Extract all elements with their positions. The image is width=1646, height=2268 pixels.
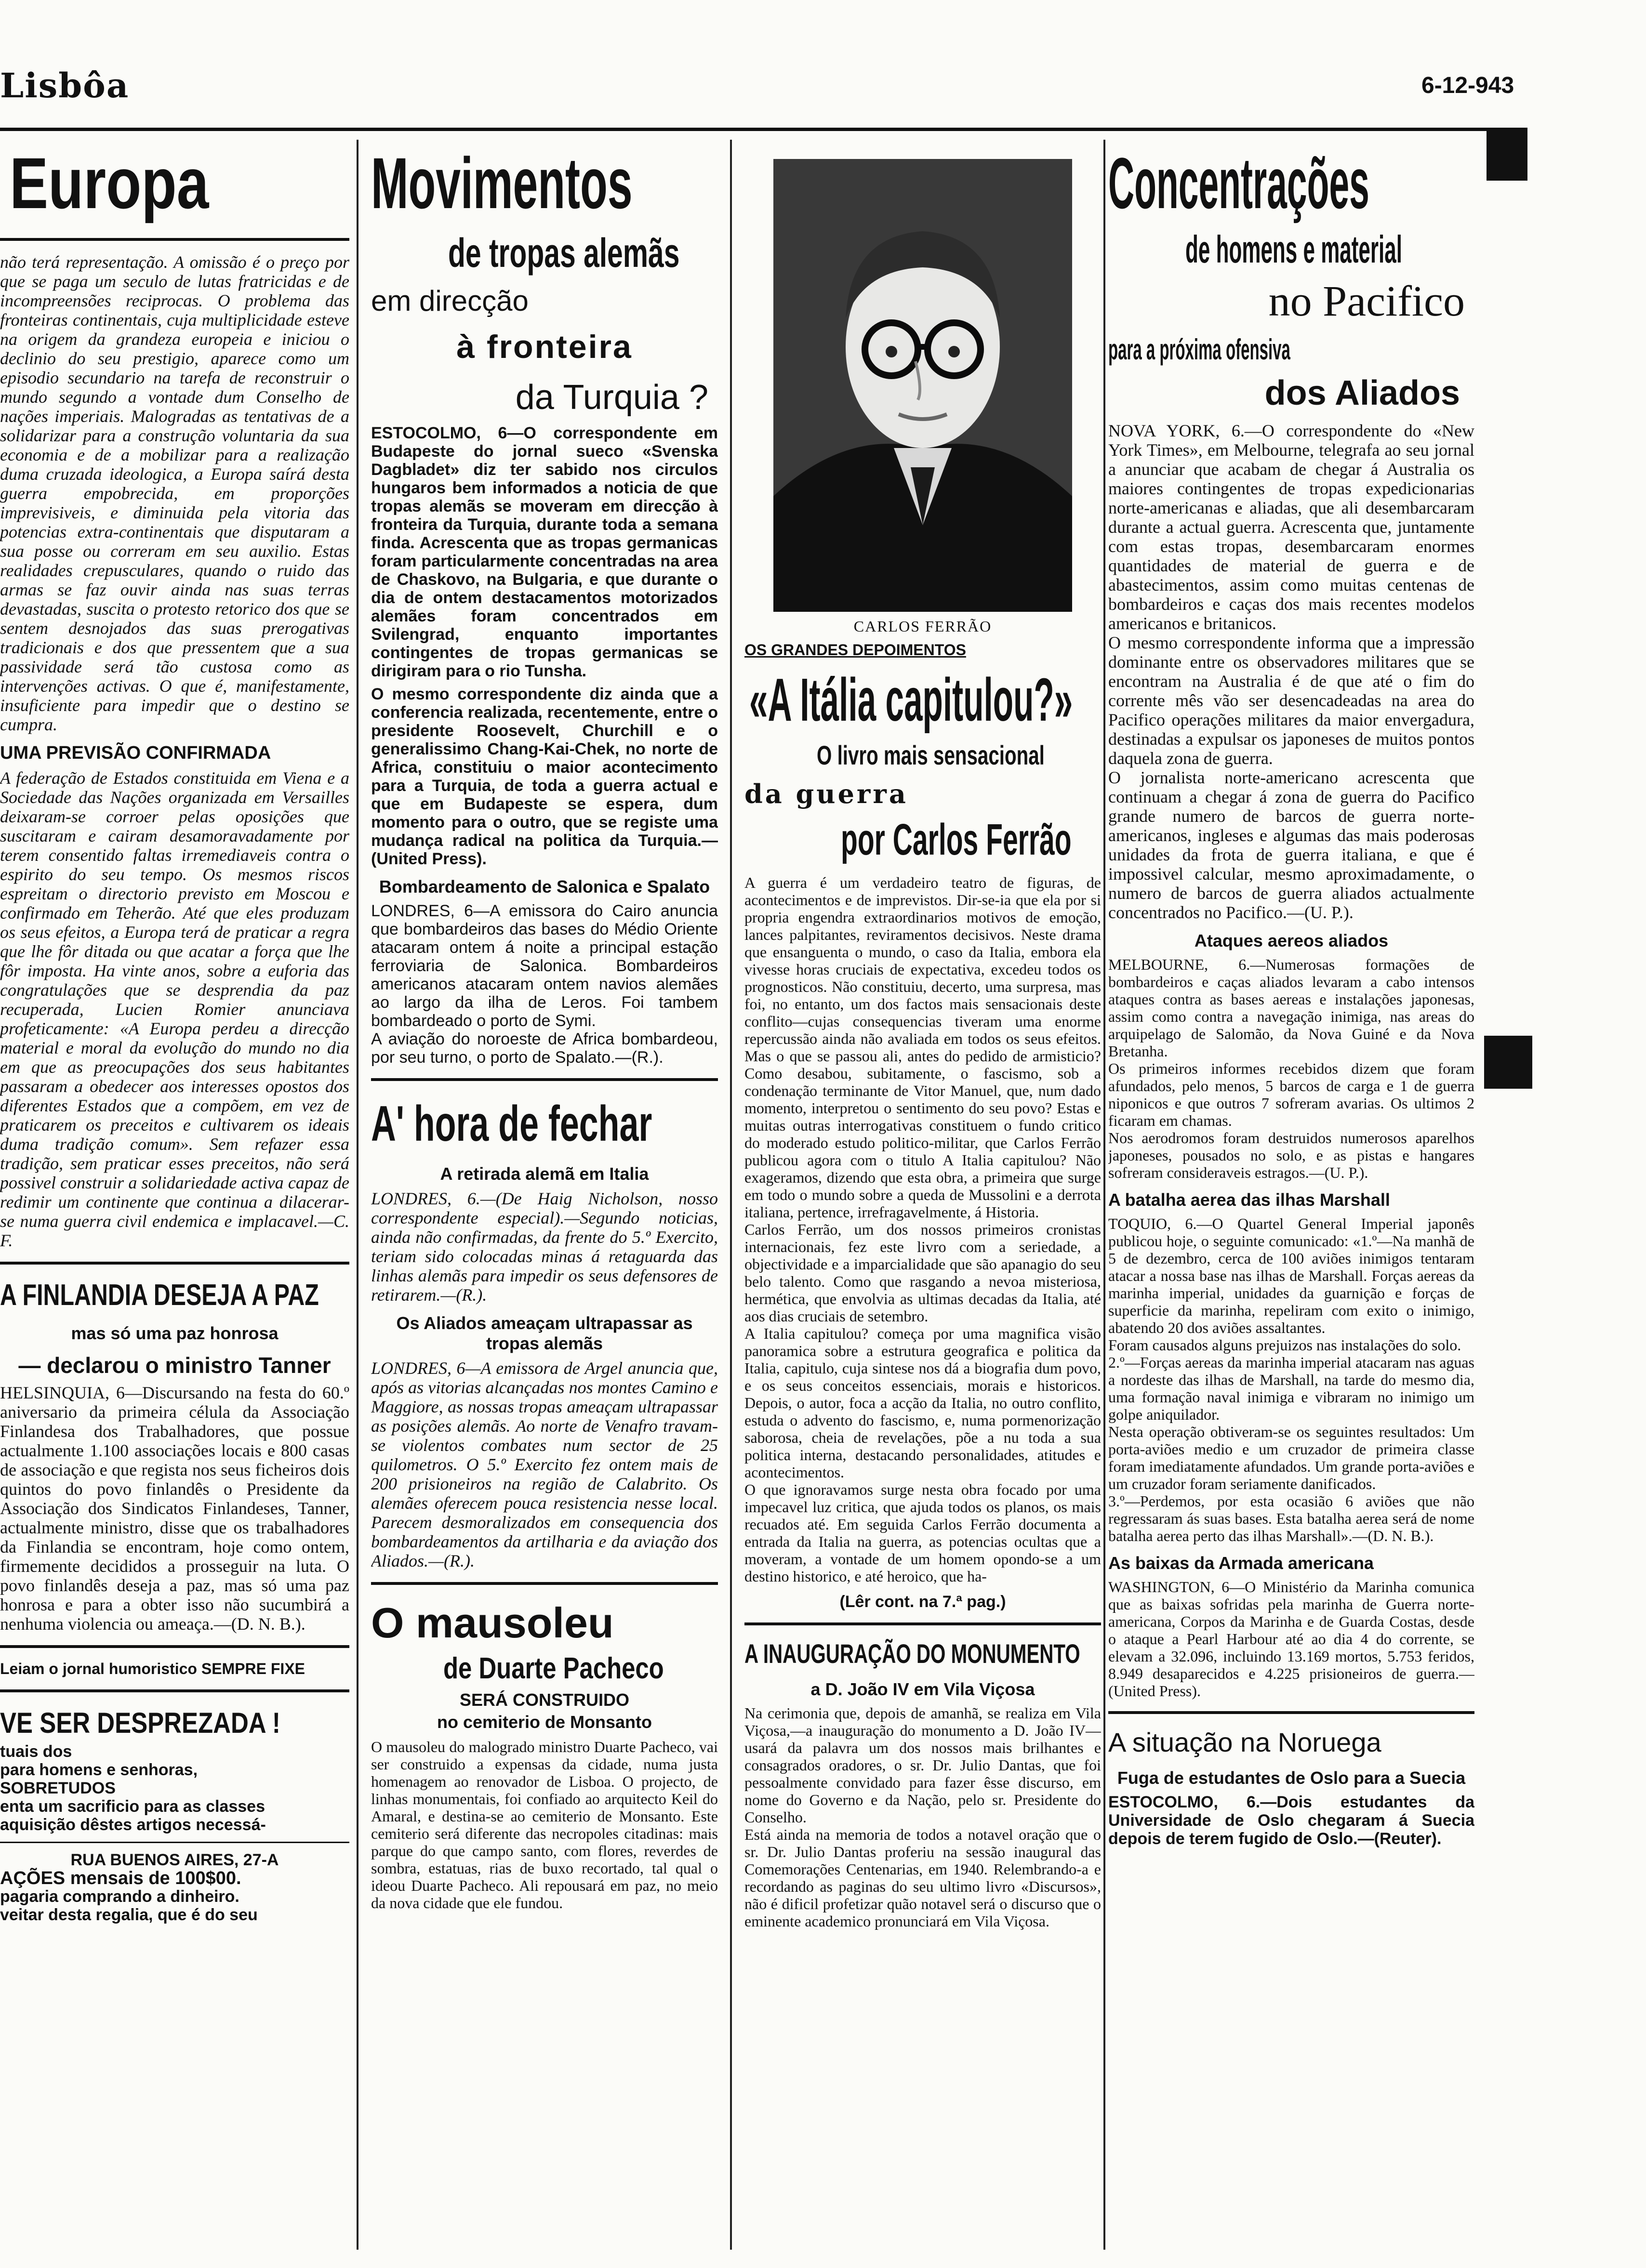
article-text: ESTOCOLMO, 6—O correspondente em Budapeste do jornal sueco «Svenska Dagbladet» diz ter sabido nos circulos hungaros bem informados a noticia de que tropas alemãs se moveram em direcção à fronteira da Turquia, durante toda a semana finda. Acrescenta que as tropas germanicas foram particularmente concentradas na area de Chaskovo, na Bulgaria, e que durante o dia de ontem destacamentos motorizados alemães foram concentrados em Svilengrad, enquanto importantes contingentes de tropas germanicas se dirigiram para o rio Tunsha. xyxy=(371,424,718,680)
column-italia xyxy=(744,140,1101,2250)
article-text: LONDRES, 6—A emissora do Cairo anuncia que bombardeiros das bases do Médio Oriente atacaram ontem á noite a principal estação ferroviaria de Salonica. Bombardeiros americanos atacaram ontem navios alemães ao largo da ilha de Leros. Foi tambem bombardeado o porto de Symi. xyxy=(371,902,718,1030)
continuation-note: (Lêr cont. na 7.ª pag.) xyxy=(839,1593,1006,1611)
ad-line: SOBRETUDOS xyxy=(0,1779,116,1797)
masthead-date: 6-12-943 xyxy=(1421,73,1514,98)
headline-noruega: A situação na Noruega xyxy=(1108,1727,1381,1757)
subheadline: a D. João IV em Vila Viçosa xyxy=(810,1679,1035,1699)
column-divider xyxy=(1103,140,1105,2250)
article-text: Na cerimonia que, depois de amanhã, se realiza em Vila Viçosa,—a inauguração do monumento a D. João IV—usará da palavra um dos nossos mais brilhantes e consagrados oradores, o sr. Dr. Julio Dantas, que foi pessoalmente convidado para fazer êsse discurso, em nome do Governo e da Nação, pelo sr. Presidente do Conselho. xyxy=(744,1704,1101,1826)
ad-line: para homens e senhoras, xyxy=(0,1761,198,1779)
ad-line: pagaria comprando a dinheiro. xyxy=(0,1887,239,1906)
article-text: LONDRES, 6.—(De Haig Nicholson, nosso correspondente especial).—Segundo noticias, ainda não confirmadas, da frente do 5.º Exercito, teriam sido colocadas minas á retaguarda das linhas alemãs para impedir os seus defensores de retirarem.—(R.). xyxy=(371,1189,718,1305)
article-text: O mausoleu do malogrado ministro Duarte Pacheco, vai ser construido a expensas da cidade, numa justa homenagem ao renovador de Lisboa. O projecto, de linhas monumentais, foi confiado ao arquitecto Keil do Amaral, e destina-se ao cemiterio de Monsanto. Este cemiterio será diferente das necropoles citadinas: mais parque do que campo santo, com flores, reverdes de sombra, estatuas, rias de buxo recortado, tal qual o ideou Duarte Pacheco. Ali repousará em paz, no meio da nova cidade que ele fundou. xyxy=(371,1738,718,1912)
article-text: Carlos Ferrão, um dos nossos primeiros cronistas internacionais, fez este livro com a seriedade, a objectividade e a imparcialidade que são apanagio do seu belo talento. Como que rasgando a nevoa misteriosa, hermética, que envolvia as ultimas decadas da Italia, até aos dias cruciais de setembro. xyxy=(744,1221,1101,1325)
article-text: HELSINQUIA, 6—Discursando na festa do 60.º aniversario da primeira célula da Associação Finlandesa dos Trabalhadores, que possue actualmente 1.100 associações locais e 800 casas de associação e que regista nos seus ficheiros dois quintos do povo finlandês o Presidente da Associação dos Sindicatos Finlandeses, Tanner, actualmente ministro, disse que os trabalhadores da Finlandia se encontram, hoje como ontem, firmemente decididos a prosseguir na luta. O povo finlandês deseja a paz, mas só uma paz honrosa e para a obter isso não sucumbirá a nenhuma violencia ou ameaça.—(D. N. B.). xyxy=(0,1383,349,1634)
subheadline: mas só uma paz honrosa xyxy=(71,1323,279,1343)
article-text: Os primeiros informes recebidos dizem que foram afundados, pelo menos, 5 barcos de carga e 1 de guerra niponicos e que outros 7 sofreram avarias. Os ultimos 2 ficaram em chamas. xyxy=(1108,1060,1474,1129)
divider xyxy=(1108,1711,1474,1714)
kicker: OS GRANDES DEPOIMENTOS xyxy=(744,641,966,659)
deck: de tropas alemãs xyxy=(448,230,680,276)
divider xyxy=(371,1078,718,1081)
article-text: O mesmo correspondente diz ainda que a conferencia realizada, recentemente, entre o presidente Roosevelt, Churchill e o generalissimo Chang-Kai-Chek, no norte de Africa, constituiu o maior acontecimento para a Turquia, de toda a guerra actual e que em Budapeste se espera, dum momento para o outro, que se registe uma mudança radical na politica da Turquia.—(United Press). xyxy=(371,685,718,868)
article-text: Está ainda na memoria de todos a notavel oração que o sr. Dr. Julio Dantas proferiu na sessão inaugural das Comemorações Centenarias, em 1940. Relembrando-a e recordando as paginas do seu ultimo livro «Discursos», não é dificil profetizar quão notavel será o discurso que o eminente academico pronunciará em Vila Viçosa. xyxy=(744,1826,1101,1930)
article-text: WASHINGTON, 6—O Ministério da Marinha comunica que as baixas sofridas pela marinha de Guerra norte-americana, Corpos da Marinha e de Guarda Costas, desde o ataque a Pearl Harbour até ao dia 4 do corrente, se elevam a 32.096, incluindo 13.169 mortos, 5.753 feridos, 8.949 desaparecidos e 4.225 prisioneiros de guerra.—(United Press). xyxy=(1108,1578,1474,1700)
section-title: Os Aliados ameaçam ultrapassar as tropas alemãs xyxy=(396,1313,693,1353)
column-divider xyxy=(357,140,358,2250)
article-text: Nos aerodromos foram destruidos numerosos aparelhos japoneses, pousados no solo, e as pistas e hangares sofreram consideraveis estragos.—(U. P.). xyxy=(1108,1129,1474,1181)
column-pacifico xyxy=(1108,140,1474,2250)
column-movimentos xyxy=(371,140,718,2250)
ad-line: tuais dos xyxy=(0,1742,72,1761)
ad-address: RUA BUENOS AIRES, 27-A xyxy=(70,1851,279,1869)
column-divider xyxy=(730,140,732,2250)
article-text: Nesta operação obtiveram-se os seguintes resultados: Um porta-aviões medio e um cruzador de primeira classe foram imediatamente afundados. Um grande porta-aviões e um cruzador foram seriamente danificados. xyxy=(1108,1423,1474,1492)
column-europa xyxy=(0,140,349,2250)
subheadline: Fuga de estudantes de Oslo para a Suecia xyxy=(1117,1768,1466,1788)
headline-movimentos: Movimentos xyxy=(371,143,633,224)
header-rule xyxy=(0,128,1503,131)
deck: à fronteira xyxy=(456,329,633,365)
ad-price: AÇÕES mensais de 100$00. xyxy=(0,1868,241,1888)
deck: por Carlos Ferrão xyxy=(841,815,1072,864)
ad-line: enta um sacrificio para as classes xyxy=(0,1797,265,1816)
deck: para a próxima ofensiva xyxy=(1108,333,1290,366)
headline-finlandia: A FINLANDIA DESEJA A PAZ xyxy=(0,1279,319,1312)
article-text: A Italia capitulou? começa por uma magnifica visão panoramica sobre a estrutura geografica e politica da Italia, capitulo, cuja sintese nos dá a biografia dum povo, e os seus conceitos essenciais, morais e historicos. Depois, o autor, foca a acção da Italia, no outro conflito, estuda o advento do fascismo, e, numa pormenorização saborosa, cheia de revelações, põe a nu toda a sua politica interna, destacando personalidades, atitudes e acontecimentos. xyxy=(744,1325,1101,1481)
section-title: A retirada alemã em Italia xyxy=(440,1164,649,1184)
article-text: NOVA YORK, 6.—O correspondente do «New York Times», em Melbourne, telegrafa ao seu jornal a anunciar que acabam de chegar á Australia os maiores contingentes de tropas expedicionarias norte-americanas e aliadas, que ali desembarcaram durante a actual guerra. Acrescenta que, juntamente com estas tropas, desembarcaram enormes quantidades de material de guerra e de abastecimentos, assim como muitas centenas de bombardeiros e caças dos mais recentes modelos americanos e britanicos. xyxy=(1108,421,1474,633)
section-title: As baixas da Armada americana xyxy=(1108,1553,1374,1573)
edge-mark-top xyxy=(1487,128,1527,181)
section-title: Bombardeamento de Salonica e Spalato xyxy=(379,877,710,897)
divider xyxy=(0,1645,349,1648)
divider xyxy=(371,1582,718,1585)
article-text: A guerra é um verdadeiro teatro de figuras, de acontecimentos e de imprevistos. Dir-se-ia que ela por si propria engendra extraordinarios motivos de emoção, lances palpitantes, reviramentos decisivos. Neste drama que ensanguenta o mundo, o caso da Italia, embora ela vivesse horas cruciais de expectativa, excedeu todos os prognosticos. Não constituiu, decerto, uma surpresa, mas foi, no entanto, um dos factos mais sensacionais deste conflito—cujas consequencias tiveram uma enorme repercussão ainda não avaliada em todos os seus efeitos. Mas o que se passou ali, antes do pedido de armisticio? Como desabou, subitamente, o fascismo, sob a condenação terminante de Vitor Manuel, que, num dado momento, interpretou o sentimento do seu povo? Estas e muitas outras interrogativas constituem o fundo critico do moderado estudo politico-militar, que Carlos Ferrão publicou agora com o titulo A Italia capitulou? Não exageramos, dizendo que esta obra, a primeira que surge em todo o mundo sobre a queda de Mussolini e a derrota italiana, pertence, irrefragavelmente, á Historia. xyxy=(744,874,1101,1221)
article-text: 3.º—Perdemos, por esta ocasião 6 aviões que não regressaram ás suas bases. Esta batalha aerea será de nome batalha aerea perto das ilhas Marshall».—(D. N. B.). xyxy=(1108,1492,1474,1544)
deck: de homens e material xyxy=(1185,228,1402,271)
article-text: ESTOCOLMO, 6.—Dois estudantes da Universidade de Oslo chegaram á Suecia depois de terem fugido de Oslo.—(Reuter). xyxy=(1108,1793,1474,1848)
deck: da Turquia ? xyxy=(515,378,708,417)
article-text: O jornalista norte-americano acrescenta que continuam a chegar á zona de guerra do Pacifico grande numero de barcos de guerra norte-americanos, ingleses e algumas das mais poderosas unidades da frota de guerra italiana, e que é impossivel calcular, mesmo aproximadamente, o numero de barcos de guerra aliados actualmente concentrados no Pacifico.—(U. P.). xyxy=(1108,768,1474,922)
article-text: Foram causados alguns prejuizos nas instalações do solo. xyxy=(1108,1336,1461,1354)
section-title: A batalha aerea das ilhas Marshall xyxy=(1108,1190,1390,1210)
headline-italia-capitulou: «A Itália capitulou?» xyxy=(749,666,1073,734)
article-text: não terá representação. A omissão é o preço por que se paga um seculo de lutas fratricidas e de incompreensões reciprocas. O problema das fronteiras continentais, cuja multiplicidade esteve na origem da grandeza europeia e iniciou o declinio do seu prestigio, aparece como um episodio secundario na tarefa de reconstruir o mundo segundo a vontade dum Conselho de nações imperiais. Malogradas as tentativas de a solidarizar para a construção voluntaria da sua economia e de a mobilizar para a realização duma cruzada ideologica, a Europa saírá desta guerra empobrecida, em proporções imprevisiveis, e diminuida pela vitoria das potencias extra-continentais que disputaram a sua posse ou correram em seu auxilio. Estas realidades crepusculares, quando o ruido das armas se faz ouvir ainda nas suas terras devastadas, suscita o protesto retorico dos que se sentem desnojados das suas prerogativas tradicionais e dos que pressentem que a sua passividade será tão custosa como as intervenções activas. O que é, manifestamente, insuficiente para impedir que o destino se cumpra. xyxy=(0,252,349,734)
advertisement xyxy=(0,1704,349,1924)
notice-text: Leiam o jornal humoristico SEMPRE FIXE xyxy=(0,1660,305,1677)
masthead-left: Lisbôa xyxy=(0,66,130,105)
divider xyxy=(0,238,349,241)
section-title: UMA PREVISÃO CONFIRMADA xyxy=(0,743,271,763)
divider xyxy=(0,1842,349,1843)
headline-concentracoes: Concentrações xyxy=(1108,143,1369,224)
article-text: O que ignoravamos surge nesta obra focado por uma impecavel luz critica, que ajuda todos os planos, os mais recuados até. Em seguida Carlos Ferrão documenta a entrada da Italia na guerra, as potencias ocultas que a moveram, a vontade de um homem opondo-se a um destino historico, e até heroico, que ha- xyxy=(744,1481,1101,1585)
deck: da guerra xyxy=(744,778,908,809)
article-text: TOQUIO, 6.—O Quartel General Imperial japonês publicou hoje, o seguinte comunicado: «1.º—Na manhã de 5 de dezembro, cerca de 100 aviões inimigos tentaram atacar a nossa base nas ilhas de Marshall. Forças aereas da marinha imperial, unidades da guarnição e forças de superficie da marinha, repeliram com exito o inimigo, abatendo 20 dos aviões assaltantes. xyxy=(1108,1215,1474,1336)
divider xyxy=(744,1622,1101,1625)
portrait-photo xyxy=(773,159,1072,612)
photo-caption: CARLOS FERRÃO xyxy=(853,618,992,635)
article-text: 2.º—Forças aereas da marinha imperial atacaram nas aguas a nordeste das ilhas de Marshall, na tarde do mesmo dia, uma formação naval inimiga e vibraram no inimigo um golpe aniquilador. xyxy=(1108,1354,1474,1423)
headline-monumento: A INAUGURAÇÃO DO MONUMENTO xyxy=(744,1638,1080,1669)
deck: O livro mais sensacional xyxy=(817,740,1045,770)
section-title: Ataques aereos aliados xyxy=(1194,931,1389,950)
deck: de Duarte Pacheco xyxy=(443,1652,664,1685)
divider xyxy=(0,1262,349,1265)
subheadline: SERÁ CONSTRUIDO xyxy=(459,1690,630,1710)
deck: dos Aliados xyxy=(1264,374,1460,412)
ad-line: aquisição dêstes artigos necessá- xyxy=(0,1816,266,1834)
article-text: MELBOURNE, 6.—Numerosas formações de bombardeiros e caças aliados levaram a cabo intensos ataques contra as bases aereas e instalações japonesas, assim como contra a navegação inimiga, nas areas do arquipelago de Salomão, da Nova Guiné e da Nova Bretanha. xyxy=(1108,956,1474,1060)
subheadline: no cemiterio de Monsanto xyxy=(437,1712,652,1732)
deck: em direcção xyxy=(371,285,529,317)
headline-hora-de-fechar: A' hora de fechar xyxy=(371,1096,652,1152)
edge-mark-middle xyxy=(1484,1036,1532,1089)
ad-line: veitar desta regalia, que é do seu xyxy=(0,1906,258,1924)
subheadline: — declarou o ministro Tanner xyxy=(18,1353,331,1378)
article-text: O mesmo correspondente informa que a impressão dominante entre os observadores militares que se encontram na Australia é de que até o fim do corrente mês vão ser desencadeadas na area do Pacifico operações militares da maior envergadura, destinadas a expulsar os japoneses de muitos pontos daquela zona de guerra. xyxy=(1108,633,1474,768)
ad-title: VE SER DESPREZADA ! xyxy=(0,1707,280,1739)
article-text: LONDRES, 6—A emissora de Argel anuncia que, após as vitorias alcançadas nos montes Camino e Maggiore, as nossas tropas ameaçam ultrapassar as posições alemãs. Ao norte de Venafro travam-se violentos combates num sector de 25 quilometros. O 5.º Exercito fez ontem mais de 200 prisioneiros na região de Calabrito. Os alemães oferecem pouca resistencia nesse local. Parecem desmoralizados em consequencia dos bombardeamentos da artilharia e da aviação dos Aliados.—(R.). xyxy=(371,1358,718,1570)
deck: no Pacifico xyxy=(1268,277,1465,325)
headline-europa: Europa xyxy=(10,143,209,224)
article-text: A federação de Estados constituida em Viena e a Sociedade das Nações organizada em Versailles deixaram-se corroer pelas oposições que suscitaram e cairam desamoravadamente por terem consentido faltas irremediaveis contra o espirito do seu tempo. Os mesmos riscos espreitam o directorio previsto em Moscou e confirmado em Teherão. Até que eles produzam os seus efeitos, a Europa terá de praticar a regra que lhe fôr ditada ou que acatar a força que lhe fôr imposta. Ha vinte anos, sobre a euforia das congratulações que se desprendia da paz recuperada, Lucien Romier anunciava profeticamente: «A Europa perdeu a direcção material e moral da evolução do mundo no dia em que as preocupações dos seus habitantes passaram a obedecer aos interesses opostos dos diferentes Estados que a compõem, em vez de praticarem os preceitos e cultivarem os ideais duma tradição comum». Sem refazer essa tradição, sem praticar esses preceitos, não será possivel construir a solidariedade activa capaz de redimir um continente que continua a dilacerar-se numa guerra civil endemica e implacavel.—C. F. xyxy=(0,768,349,1250)
headline-mausoleu: O mausoleu xyxy=(371,1599,614,1647)
article-text: A aviação do noroeste de Africa bombardeou, por seu turno, o porto de Spalato.—(R.). xyxy=(371,1030,718,1067)
divider xyxy=(0,1689,349,1692)
